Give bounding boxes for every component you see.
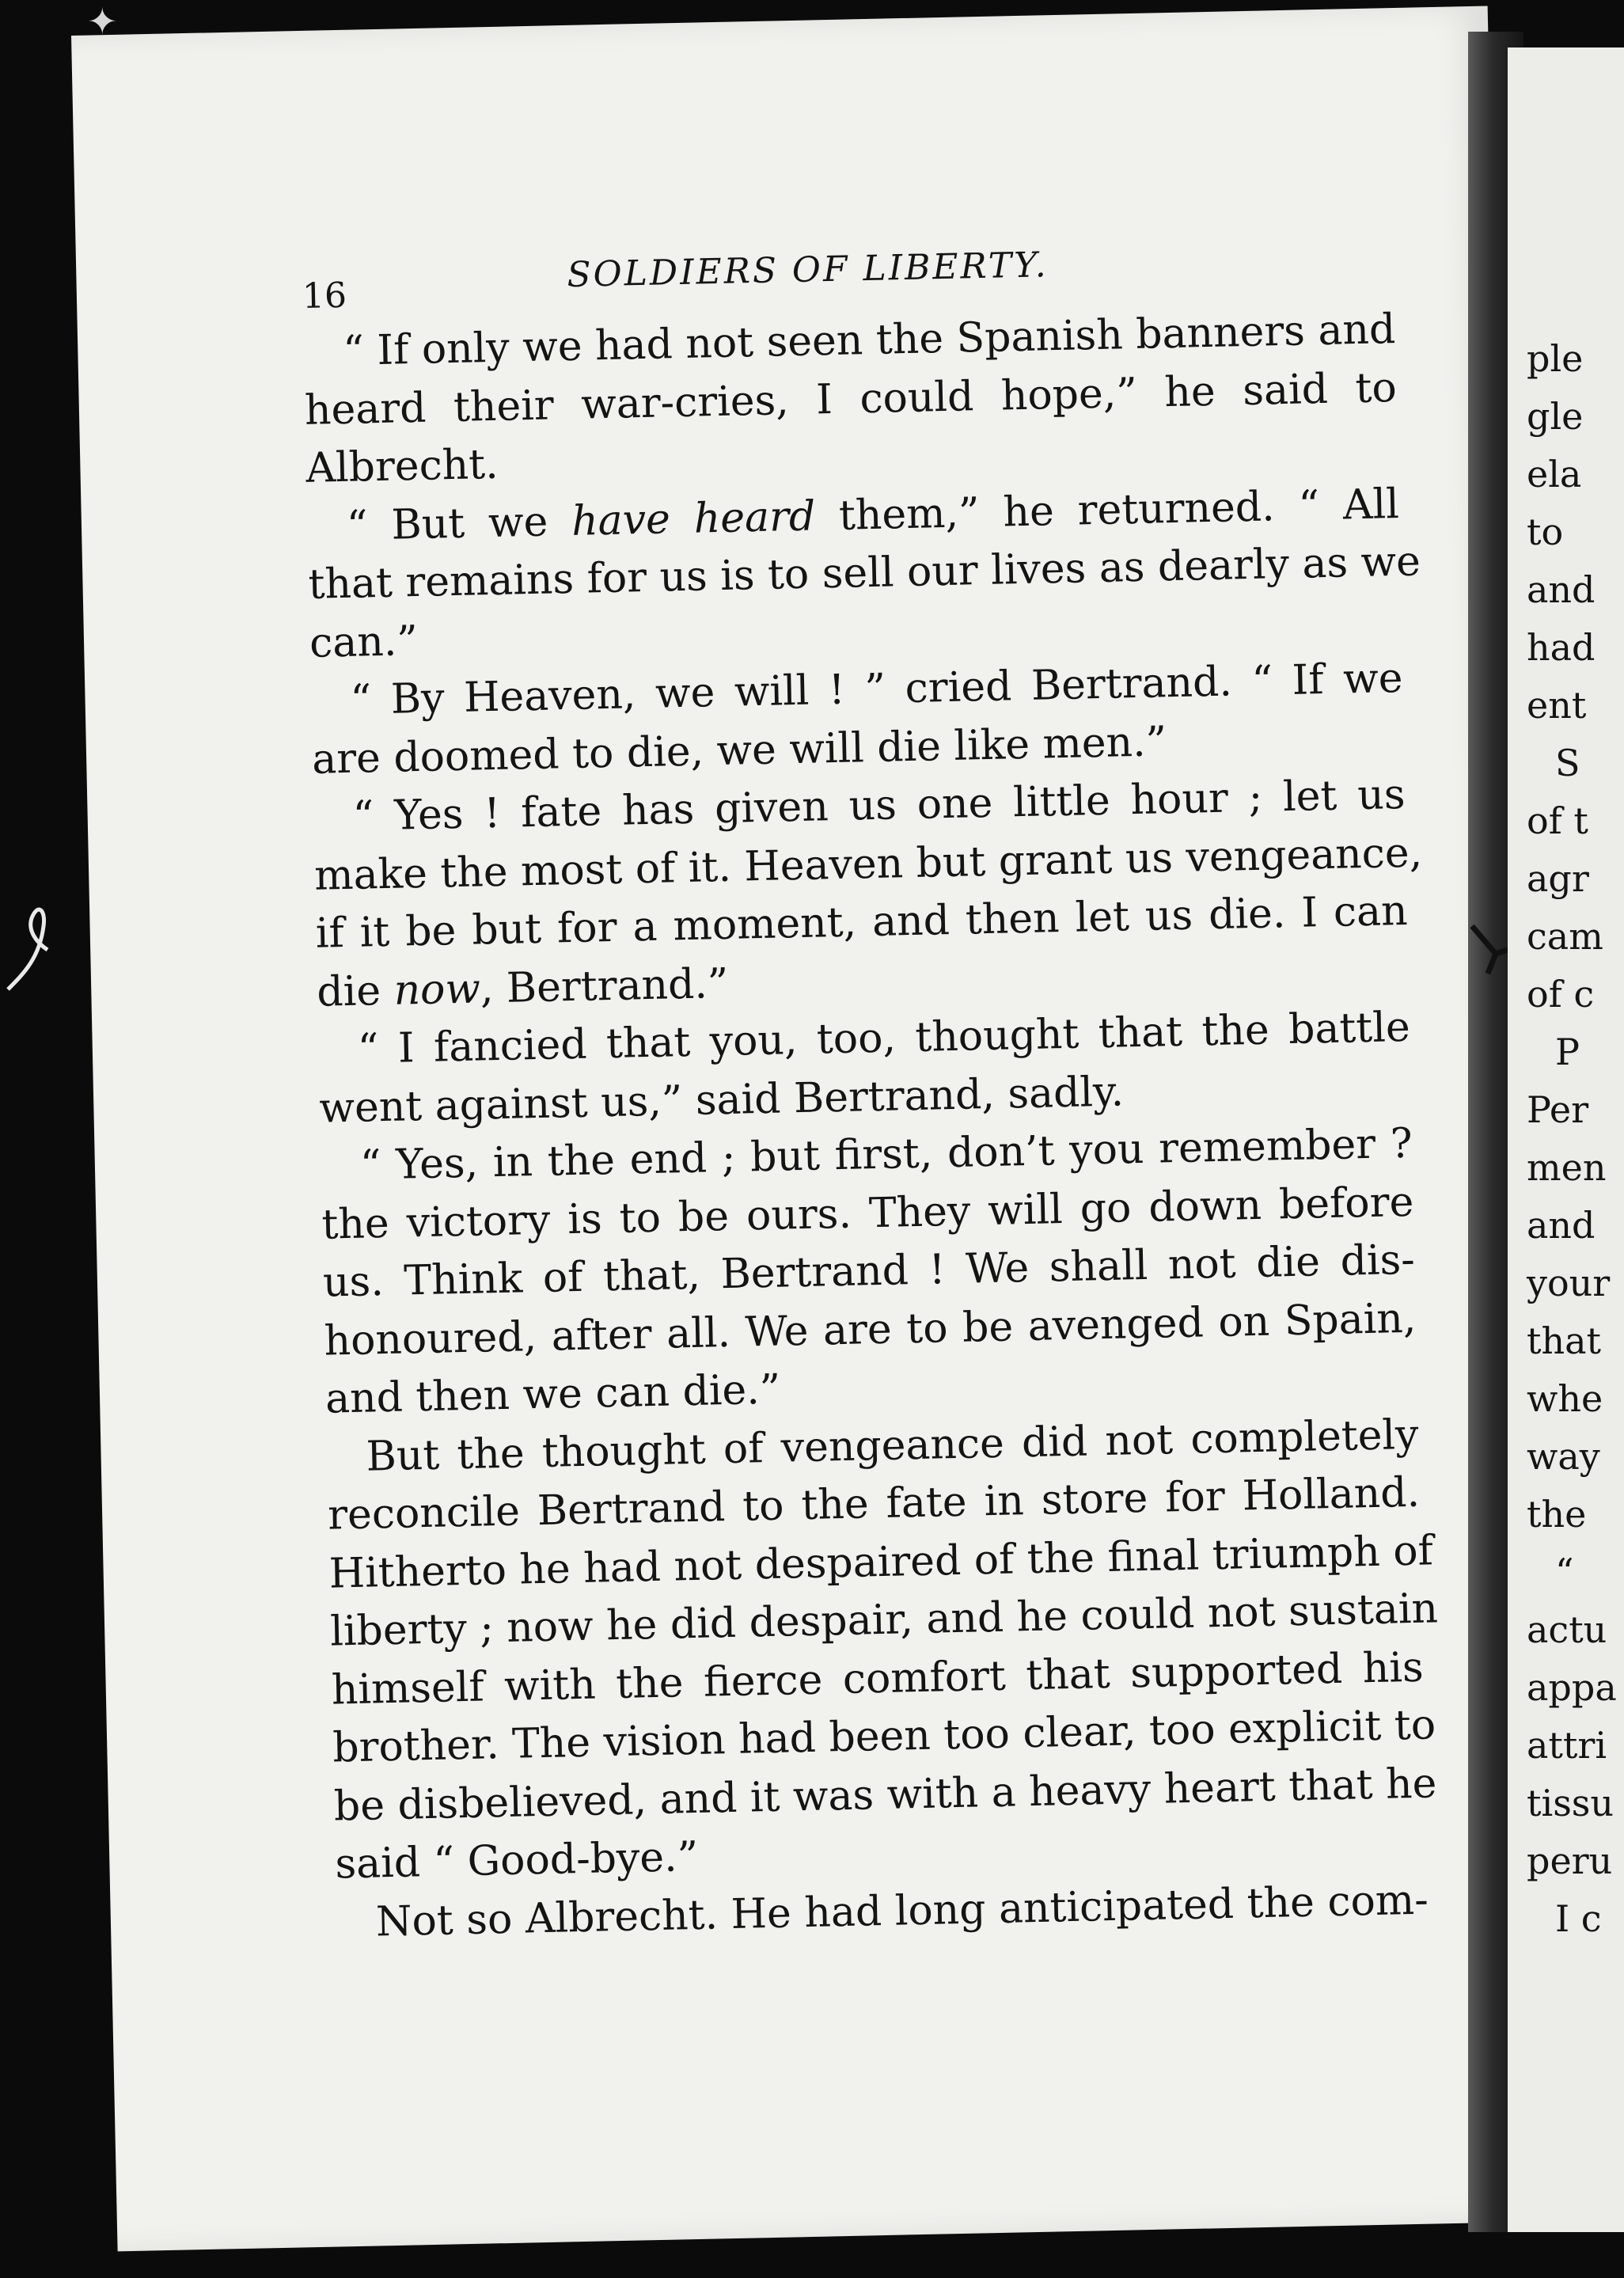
text-line: be disbelieved, and it was with a heavy heart that he (333, 1759, 1437, 1831)
text-line: make the most of it. Heaven but grant us vengeance, (313, 828, 1423, 900)
page-body-text (303, 301, 1439, 1952)
text-line: said “ Good-bye.” (334, 1832, 699, 1889)
text-line: Hitherto he had not despaired of the final triumph of (328, 1526, 1434, 1598)
text-line: the victory is to be ours. They will go down before (321, 1178, 1414, 1249)
text-line: and then we can die.” (324, 1365, 781, 1423)
facing-page-line: that (1527, 1319, 1602, 1362)
facing-page-line: way (1527, 1435, 1600, 1478)
facing-page-line: of t (1527, 799, 1588, 842)
text-line: can.” (309, 617, 419, 667)
facing-page-line: P (1555, 1031, 1580, 1073)
facing-page-line: and (1527, 1204, 1596, 1247)
facing-page-line: S (1555, 742, 1580, 784)
text-line: are doomed to die, we will die like men.” (311, 717, 1167, 784)
text-line: heard their war-cries, I could hope,” he said to (304, 363, 1398, 435)
facing-page-line: gle (1527, 395, 1584, 438)
text-line: liberty ; now he did despair, and he could not sustain (329, 1585, 1439, 1656)
margin-pen-mark (0, 894, 55, 997)
text-line: die now, Bertrand.” (316, 959, 729, 1016)
facing-page-line: cam (1527, 915, 1603, 958)
text-line: “ I fancied that you, too, thought that the battle (357, 1003, 1411, 1073)
text-line: “ If only we had not seen the Spanish banners and (342, 306, 1396, 375)
facing-page-line: “ (1555, 1551, 1574, 1593)
running-head: SOLDIERS OF LIBERTY. (566, 245, 1049, 295)
facing-page-line: your (1527, 1262, 1611, 1304)
facing-page-line: the (1527, 1493, 1587, 1536)
facing-page-line: I c (1555, 1897, 1602, 1940)
facing-page-line: Per (1527, 1088, 1589, 1131)
text-line: reconcile Bertrand to the fate in store for Holland. (327, 1468, 1421, 1540)
facing-page-line: of c (1527, 973, 1595, 1016)
facing-page-line: ent (1527, 684, 1587, 727)
text-line: “ But we have heard them,” he returned. “ All (346, 480, 1400, 550)
facing-page-line: actu (1527, 1608, 1607, 1651)
left-page (71, 6, 1534, 2252)
text-line: “ By Heaven, we will ! ” cried Bertrand. “ If we (350, 654, 1404, 724)
facing-page-line: appa (1527, 1666, 1617, 1709)
page-number: 16 (302, 275, 347, 317)
text-line: honoured, after all. We are to be avenged on Spain, (323, 1294, 1417, 1365)
facing-page-line: whe (1527, 1377, 1603, 1420)
text-line: went against us,” said Bertrand, sadly. (318, 1067, 1125, 1133)
text-line: Albrecht. (305, 440, 499, 492)
text-line: us. Think of that, Bertrand ! We shall not die dis- (322, 1236, 1416, 1307)
facing-page-line: peru (1527, 1839, 1613, 1882)
text-line: if it be but for a moment, and then let us die. I can (315, 887, 1409, 958)
italic-emphasis: have heard (571, 492, 816, 545)
scan-speck-mark: ✦ (87, 0, 118, 43)
text-line: “ Yes, in the end ; but first, don’t you remember ? (359, 1119, 1413, 1190)
italic-emphasis: now (393, 964, 481, 1015)
facing-page-line: ple (1527, 337, 1584, 380)
facing-page-line: men (1527, 1146, 1607, 1189)
text-line: that remains for us is to sell our lives as dearly as we (307, 537, 1421, 609)
text-line: But the thought of vengeance did not completely (366, 1410, 1420, 1481)
text-line: “ Yes ! fate has given us one little hour ; let us (352, 770, 1406, 841)
text-line: brother. The vision had been too clear, too explicit to (332, 1701, 1436, 1772)
facing-page-line: ela (1527, 453, 1582, 495)
facing-page-line: and (1527, 568, 1596, 611)
facing-page-line: had (1527, 626, 1596, 669)
facing-page-line: tissu (1527, 1782, 1615, 1824)
facing-page-line: attri (1527, 1724, 1607, 1767)
facing-page-fragment (1508, 47, 1624, 2232)
text-line: himself with the fierce comfort that supported his (331, 1643, 1425, 1714)
text-line: Not so Albrecht. He had long anticipated the com- (375, 1876, 1429, 1946)
facing-page-line: to (1527, 511, 1564, 553)
facing-page-line: agr (1527, 857, 1589, 900)
